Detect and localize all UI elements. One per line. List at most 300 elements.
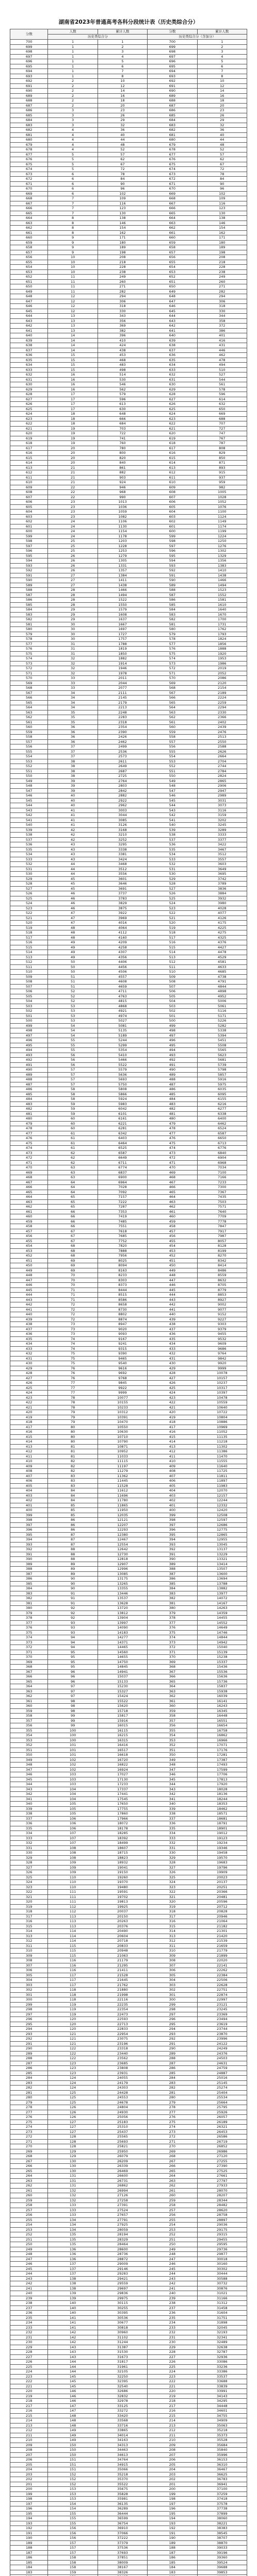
score-bonus-cell: 192 — [148, 2526, 197, 2531]
score-cell: 599 — [10, 534, 48, 539]
cumulative-cell: 5636 — [98, 1072, 147, 1077]
count-cell: 97 — [48, 1694, 98, 1699]
count-cell: 24 — [48, 519, 98, 524]
score-cell: 560 — [10, 725, 48, 730]
score-cell: 501 — [10, 1013, 48, 1019]
count-cell: 64 — [48, 1190, 98, 1195]
cumulative-bonus-cell: 3333 — [197, 833, 247, 838]
score-cell: 667 — [10, 201, 48, 206]
score-cell: 206 — [10, 2458, 48, 2463]
cumulative-cell: 34613 — [98, 2452, 147, 2458]
score-cell: 378 — [10, 1616, 48, 1621]
score-cell: 697 — [10, 54, 48, 59]
table-row — [10, 539, 247, 544]
document-title: 湖南省2023年普通高考各科分段统计表（历史类综合分） — [58, 19, 199, 25]
table-row — [10, 83, 247, 89]
table-row — [10, 690, 247, 696]
score-cell: 551 — [10, 769, 48, 774]
cumulative-cell: 19041 — [98, 1865, 147, 1870]
cumulative-cell: 162 — [98, 230, 147, 235]
cumulative-bonus-cell: 67 — [197, 162, 247, 167]
score-cell: 422 — [10, 1400, 48, 1405]
score-cell: 679 — [10, 142, 48, 147]
score-bonus-cell: 375 — [148, 1630, 197, 1635]
count-cell: 115 — [48, 1948, 98, 1954]
cumulative-cell: 5354 — [98, 1048, 147, 1053]
score-cell: 460 — [10, 1214, 48, 1219]
count-cell: 12 — [48, 304, 98, 309]
score-bonus-cell: 551 — [148, 769, 197, 774]
score-cell: 271 — [10, 2139, 48, 2144]
cumulative-cell: 29559 — [98, 2281, 147, 2286]
cumulative-bonus-cell: 7367 — [197, 1190, 247, 1195]
count-cell: 80 — [48, 1434, 98, 1439]
score-bonus-cell: 554 — [148, 754, 197, 759]
score-bonus-cell: 663 — [148, 221, 197, 226]
table-row — [10, 128, 247, 133]
table-row — [10, 2296, 247, 2301]
table-row — [10, 598, 247, 603]
score-bonus-cell: 525 — [148, 896, 197, 901]
count-cell: 72 — [48, 1312, 98, 1317]
cumulative-cell: 5244 — [98, 1038, 147, 1043]
table-row — [10, 1542, 247, 1547]
score-cell: 509 — [10, 974, 48, 979]
count-cell: 42 — [48, 833, 98, 838]
score-bonus-cell: 213 — [148, 2423, 197, 2428]
cumulative-cell: 1819 — [98, 647, 147, 652]
count-cell: 25 — [48, 539, 98, 544]
score-cell: 627 — [10, 397, 48, 402]
table-row — [10, 2037, 247, 2042]
score-cell: 556 — [10, 744, 48, 750]
table-row — [10, 842, 247, 848]
count-cell: 131 — [48, 2183, 98, 2189]
count-cell: 101 — [48, 1748, 98, 1753]
score-cell: 557 — [10, 739, 48, 744]
score-bonus-cell: 683 — [148, 123, 197, 128]
table-row — [10, 2041, 247, 2046]
count-cell: 138 — [48, 2286, 98, 2291]
cumulative-cell: 29421 — [98, 2276, 147, 2281]
score-cell: 692 — [10, 79, 48, 84]
count-cell: 134 — [48, 2227, 98, 2232]
count-cell: 36 — [48, 735, 98, 740]
cumulative-bonus-cell: 21779 — [197, 1948, 247, 1954]
score-bonus-cell: 582 — [148, 617, 197, 622]
score-bonus-cell: 403 — [148, 1493, 197, 1498]
cumulative-bonus-cell: 36941 — [197, 2482, 247, 2487]
count-cell: 6 — [48, 172, 98, 177]
cumulative-bonus-cell: 13045 — [197, 1542, 247, 1547]
table-row — [10, 2051, 247, 2056]
score-bonus-cell: 256 — [148, 2213, 197, 2218]
count-cell: 37 — [48, 754, 98, 759]
score-cell: 573 — [10, 661, 48, 666]
cumulative-cell: 19480 — [98, 1885, 147, 1890]
cumulative-cell: 7092 — [98, 1190, 147, 1195]
score-bonus-cell: 437 — [148, 1327, 197, 1332]
table-row — [10, 211, 247, 216]
table-row — [10, 588, 247, 593]
count-cell: 119 — [48, 2012, 98, 2017]
table-row — [10, 1327, 247, 1332]
cumulative-cell: 26469 — [98, 2168, 147, 2174]
count-cell: 2 — [48, 83, 98, 89]
table-row — [10, 2090, 247, 2095]
cumulative-cell: 24678 — [98, 2100, 147, 2105]
cumulative-cell: 26731 — [98, 2178, 147, 2183]
score-cell: 439 — [10, 1317, 48, 1322]
count-cell: 52 — [48, 989, 98, 994]
table-row — [10, 382, 247, 387]
score-bonus-cell: 315 — [148, 1924, 197, 1929]
cumulative-cell: 11115 — [98, 1459, 147, 1464]
count-cell: 72 — [48, 1302, 98, 1308]
cumulative-cell: 32832 — [98, 2394, 147, 2399]
score-bonus-cell: 309 — [148, 1953, 197, 1958]
cumulative-cell: 4112 — [98, 930, 147, 936]
score-bonus-cell: 601 — [148, 524, 197, 529]
cumulative-bonus-cell: 1793 — [197, 632, 247, 637]
table-row — [10, 64, 247, 69]
score-bonus-cell: 336 — [148, 1821, 197, 1826]
cumulative-bonus-cell: 11470 — [197, 1454, 247, 1459]
cumulative-cell: 8233 — [98, 1273, 147, 1278]
score-bonus-cell: 612 — [148, 470, 197, 476]
table-row — [10, 519, 247, 524]
score-cell: 521 — [10, 916, 48, 921]
score-bonus-cell: 328 — [148, 1860, 197, 1866]
score-cell: 314 — [10, 1929, 48, 1934]
cumulative-cell: 30818 — [98, 2325, 147, 2330]
score-cell: 217 — [10, 2403, 48, 2409]
score-cell: 602 — [10, 519, 48, 524]
count-cell: 82 — [48, 1464, 98, 1469]
cumulative-bonus-cell: 39524 — [197, 2560, 247, 2565]
cumulative-cell: 67 — [98, 162, 147, 167]
cumulative-bonus-cell: 4478 — [197, 950, 247, 955]
cumulative-bonus-cell: 30160 — [197, 2262, 247, 2267]
count-cell: 58 — [48, 1087, 98, 1092]
cumulative-cell: 13265 — [98, 1581, 147, 1586]
count-cell: 40 — [48, 803, 98, 808]
count-cell: 87 — [48, 1542, 98, 1547]
score-bonus-cell: 453 — [148, 1248, 197, 1253]
cumulative-bonus-cell: 10157 — [197, 1376, 247, 1381]
count-cell: 8 — [48, 230, 98, 235]
cumulative-bonus-cell: 5857 — [197, 1072, 247, 1077]
score-bonus-cell: 214 — [148, 2418, 197, 2424]
cumulative-cell: 3126 — [98, 823, 147, 828]
cumulative-bonus-cell: 25534 — [197, 2095, 247, 2100]
count-cell: 148 — [48, 2423, 98, 2428]
score-bonus-cell: 462 — [148, 1205, 197, 1210]
cumulative-cell: 48 — [98, 142, 147, 147]
score-bonus-cell: 184 — [148, 2565, 197, 2570]
cumulative-cell: 17337 — [98, 1787, 147, 1792]
cumulative-cell: 23562 — [98, 2056, 147, 2061]
score-cell: 423 — [10, 1395, 48, 1400]
score-cell: 343 — [10, 1787, 48, 1792]
cumulative-cell: 861 — [98, 465, 147, 470]
score-cell: 391 — [10, 1552, 48, 1557]
score-bonus-cell: 405 — [148, 1483, 197, 1488]
cumulative-cell: 5410 — [98, 1053, 147, 1058]
cumulative-bonus-cell: 13977 — [197, 1591, 247, 1596]
cumulative-cell: 15817 — [98, 1714, 147, 1719]
table-row — [10, 1689, 247, 1694]
count-cell: 155 — [48, 2516, 98, 2521]
score-cell: 407 — [10, 1473, 48, 1479]
cumulative-bonus-cell: 84 — [197, 177, 247, 182]
count-cell: 42 — [48, 837, 98, 842]
cumulative-bonus-cell: 6216 — [197, 1101, 247, 1107]
score-cell: 538 — [10, 833, 48, 838]
score-cell: 287 — [10, 2061, 48, 2066]
cumulative-bonus-cell: 829 — [197, 451, 247, 456]
score-bonus-cell: 189 — [148, 2540, 197, 2546]
score-cell: 265 — [10, 2168, 48, 2174]
score-cell: 196 — [10, 2506, 48, 2512]
score-bonus-cell: 262 — [148, 2183, 197, 2189]
cumulative-cell: 5027 — [98, 1019, 147, 1024]
score-bonus-cell: 438 — [148, 1322, 197, 1327]
score-bonus-cell: 205 — [148, 2462, 197, 2467]
cumulative-bonus-cell: 38545 — [197, 2531, 247, 2536]
score-cell: 355 — [10, 1728, 48, 1733]
score-cell: 453 — [10, 1248, 48, 1253]
count-cell: 49 — [48, 955, 98, 960]
cumulative-cell: 22713 — [98, 2022, 147, 2027]
count-cell: 73 — [48, 1332, 98, 1337]
cumulative-cell: 33125 — [98, 2403, 147, 2409]
cumulative-cell: 356 — [98, 318, 147, 324]
count-cell: 65 — [48, 1205, 98, 1210]
table-row — [10, 1577, 247, 1582]
count-cell: 102 — [48, 1762, 98, 1768]
score-bonus-cell: 680 — [148, 138, 197, 143]
score-cell: 327 — [10, 1865, 48, 1870]
score-bonus-cell: 327 — [148, 1865, 197, 1870]
cumulative-cell: 20 — [98, 103, 147, 108]
score-bonus-cell: 670 — [148, 187, 197, 192]
count-cell: 114 — [48, 1934, 98, 1939]
score-cell: 677 — [10, 152, 48, 157]
cumulative-bonus-cell: 4898 — [197, 989, 247, 994]
cumulative-cell: 96 — [98, 187, 147, 192]
score-cell: 255 — [10, 2217, 48, 2223]
table-row — [10, 1611, 247, 1616]
count-cell: 62 — [48, 1160, 98, 1165]
cumulative-cell: 4921 — [98, 1009, 147, 1014]
cumulative-cell: 5522 — [98, 1062, 147, 1067]
score-bonus-cell: 275 — [148, 2120, 197, 2125]
cumulative-cell: 3044 — [98, 813, 147, 818]
cumulative-cell: 4557 — [98, 974, 147, 979]
table-row — [10, 44, 247, 49]
cumulative-cell: 840 — [98, 461, 147, 466]
table-row — [10, 260, 247, 265]
count-cell: 100 — [48, 1738, 98, 1743]
count-cell: 117 — [48, 1973, 98, 1978]
cumulative-cell: 15230 — [98, 1684, 147, 1689]
cumulative-cell: 11362 — [98, 1473, 147, 1479]
cumulative-cell: 530 — [98, 377, 147, 382]
table-row — [10, 1924, 247, 1929]
count-cell: 114 — [48, 1939, 98, 1944]
score-cell: 515 — [10, 945, 48, 950]
cumulative-bonus-cell: 16551 — [197, 1718, 247, 1723]
score-cell: 400 — [10, 1508, 48, 1513]
score-cell: 626 — [10, 402, 48, 407]
cumulative-bonus-cell: 8559 — [197, 1273, 247, 1278]
table-row — [10, 739, 247, 744]
count-cell: 64 — [48, 1185, 98, 1190]
table-row — [10, 1013, 247, 1019]
cumulative-bonus-cell: 17281 — [197, 1753, 247, 1758]
score-bonus-cell: 369 — [148, 1659, 197, 1665]
cumulative-cell: 924 — [98, 480, 147, 485]
cumulative-cell: 3295 — [98, 842, 147, 848]
score-cell: 398 — [10, 1518, 48, 1523]
cumulative-cell: 3210 — [98, 833, 147, 838]
count-cell: 137 — [48, 2272, 98, 2277]
score-bonus-cell: 581 — [148, 622, 197, 627]
score-bonus-cell: 470 — [148, 1165, 197, 1171]
cumulative-bonus-cell: 12865 — [197, 1532, 247, 1537]
score-cell: 324 — [10, 1880, 48, 1885]
score-cell: 586 — [10, 598, 48, 603]
score-bonus-cell: 638 — [148, 343, 197, 348]
count-cell: 28 — [48, 592, 98, 598]
table-row — [10, 2536, 247, 2541]
score-cell: 221 — [10, 2384, 48, 2389]
score-bonus-cell: 239 — [148, 2296, 197, 2301]
score-cell: 480 — [10, 1116, 48, 1122]
score-bonus-cell: 310 — [148, 1948, 197, 1954]
cumulative-cell: 6 — [98, 64, 147, 69]
cumulative-bonus-cell: 510 — [197, 367, 247, 372]
cumulative-cell: 2462 — [98, 739, 147, 744]
score-cell: 209 — [10, 2443, 48, 2448]
score-bonus-cell: 198 — [148, 2497, 197, 2502]
table-row — [10, 1459, 247, 1464]
cumulative-cell: 2354 — [98, 725, 147, 730]
score-bonus-cell: 287 — [148, 2061, 197, 2066]
count-cell: 92 — [48, 1606, 98, 1611]
cumulative-cell: 2011 — [98, 676, 147, 681]
score-cell: 342 — [10, 1792, 48, 1797]
table-row — [10, 764, 247, 769]
cumulative-cell: 3468 — [98, 862, 147, 867]
score-cell: 319 — [10, 1904, 48, 1909]
cumulative-bonus-cell: 5623 — [197, 1053, 247, 1058]
score-cell: 623 — [10, 416, 48, 421]
score-cell: 334 — [10, 1831, 48, 1836]
cumulative-bonus-cell: 8486 — [197, 1268, 247, 1273]
cumulative-bonus-cell: 15040 — [197, 1645, 247, 1650]
table-row — [10, 177, 247, 182]
cumulative-cell: 10630 — [98, 1430, 147, 1435]
table-row — [10, 1420, 247, 1425]
cumulative-bonus-cell: 6155 — [197, 1097, 247, 1102]
score-bonus-cell: 308 — [148, 1958, 197, 1963]
score-cell: 454 — [10, 1244, 48, 1249]
cumulative-cell: 37693 — [98, 2550, 147, 2555]
score-bonus-cell: 469 — [148, 1170, 197, 1175]
table-row — [10, 1508, 247, 1513]
cumulative-bonus-cell: 16654 — [197, 1723, 247, 1728]
cumulative-bonus-cell: 78 — [197, 172, 247, 177]
count-cell: 49 — [48, 950, 98, 955]
count-cell: 118 — [48, 1988, 98, 1993]
score-bonus-cell: 277 — [148, 2110, 197, 2115]
table-row — [10, 181, 247, 187]
score-cell: 484 — [10, 1097, 48, 1102]
cumulative-bonus-cell: 2704 — [197, 759, 247, 764]
table-row — [10, 886, 247, 891]
cumulative-bonus-cell: 19012 — [197, 1831, 247, 1836]
cumulative-cell: 9922 — [98, 1385, 147, 1391]
table-row — [10, 808, 247, 813]
count-cell: 23 — [48, 500, 98, 505]
table-row — [10, 402, 247, 407]
table-row — [10, 1900, 247, 1905]
score-cell: 387 — [10, 1571, 48, 1577]
cumulative-bonus-cell: 15436 — [197, 1665, 247, 1670]
score-bonus-cell: 335 — [148, 1826, 197, 1831]
count-cell: 159 — [48, 2570, 98, 2575]
count-cell: 158 — [48, 2565, 98, 2570]
table-row — [10, 1679, 247, 1684]
cumulative-bonus-cell: 1640 — [197, 607, 247, 613]
count-cell: 88 — [48, 1557, 98, 1562]
cumulative-cell: 2077 — [98, 686, 147, 691]
cumulative-bonus-cell: 11725 — [197, 1469, 247, 1474]
score-cell: 424 — [10, 1391, 48, 1396]
cumulative-bonus-cell: 34755 — [197, 2413, 247, 2418]
cumulative-bonus-cell: 218 — [197, 260, 247, 265]
score-cell: 569 — [10, 681, 48, 686]
cumulative-bonus-cell: 39688 — [197, 2565, 247, 2570]
cumulative-bonus-cell: 18462 — [197, 1806, 247, 1811]
score-bonus-cell: 436 — [148, 1332, 197, 1337]
count-cell: 116 — [48, 1958, 98, 1963]
score-cell: 203 — [10, 2472, 48, 2477]
score-cell: 352 — [10, 1743, 48, 1748]
score-cell: 298 — [10, 2007, 48, 2012]
count-cell: 9 — [48, 245, 98, 250]
count-cell: 21 — [48, 470, 98, 476]
score-cell: 214 — [10, 2418, 48, 2424]
table-row — [10, 891, 247, 896]
cumulative-bonus-cell: 3512 — [197, 852, 247, 857]
table-row — [10, 1821, 247, 1826]
cumulative-bonus-cell: 25664 — [197, 2100, 247, 2105]
count-cell: 124 — [48, 2076, 98, 2081]
score-bonus-cell: 644 — [148, 314, 197, 319]
score-cell: 558 — [10, 735, 48, 740]
score-bonus-cell: 397 — [148, 1522, 197, 1528]
count-cell: 155 — [48, 2521, 98, 2526]
cumulative-cell: 28194 — [98, 2232, 147, 2238]
count-cell: 35 — [48, 720, 98, 725]
score-cell: 613 — [10, 465, 48, 470]
score-bonus-cell: 575 — [148, 651, 197, 656]
count-cell: 90 — [48, 1577, 98, 1582]
cumulative-bonus-cell: 32 — [197, 123, 247, 128]
